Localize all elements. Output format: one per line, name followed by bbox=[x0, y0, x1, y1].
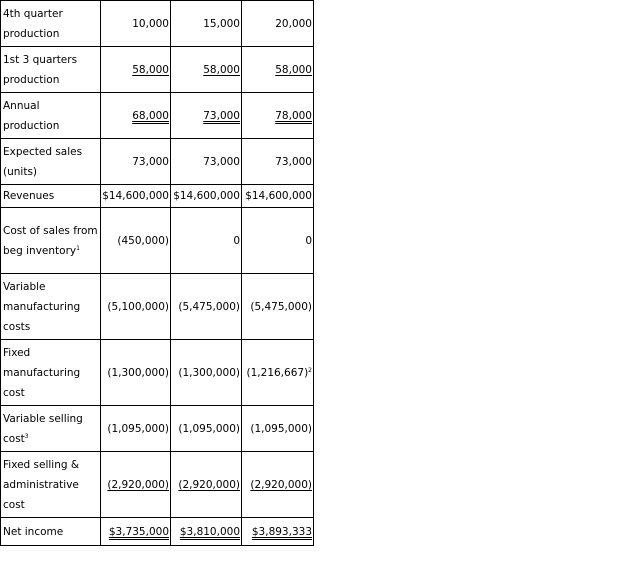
cell-value: (5,100,000) bbox=[107, 300, 169, 313]
cell-value: $3,735,000 bbox=[108, 525, 169, 538]
value-cell bbox=[101, 93, 171, 139]
value-cell bbox=[171, 406, 242, 452]
row-fixed-manufacturing-cost bbox=[1, 340, 314, 406]
row-label: Expected sales (units) bbox=[3, 145, 83, 178]
value-cell bbox=[101, 47, 171, 93]
row-net-income bbox=[1, 518, 314, 546]
row-label: Fixed selling & administrative cost bbox=[3, 458, 80, 511]
cell-value: 58,000 bbox=[132, 63, 169, 76]
value-cell bbox=[101, 185, 171, 208]
value-cell bbox=[101, 1, 171, 47]
cell-value: (1,095,000) bbox=[250, 422, 312, 435]
row-fixed-selling-admin-cost bbox=[1, 452, 314, 518]
cell-value: 73,000 bbox=[132, 155, 169, 168]
row-label-cell bbox=[1, 93, 101, 139]
footnote-marker: 1 bbox=[76, 244, 80, 252]
value-cell bbox=[171, 518, 242, 546]
cell-value: $14,600,000 bbox=[102, 190, 169, 202]
value-cell bbox=[101, 452, 171, 518]
value-cell bbox=[171, 185, 242, 208]
value-cell bbox=[171, 139, 242, 185]
cell-value: 20,000 bbox=[275, 17, 312, 30]
row-label: Annual production bbox=[3, 99, 60, 132]
cell-value: (1,095,000) bbox=[107, 422, 169, 435]
cell-value: (1,300,000) bbox=[178, 366, 240, 379]
cell-value: $3,810,000 bbox=[179, 525, 240, 538]
cell-value: 73,000 bbox=[275, 155, 312, 168]
row-label: Cost of sales from beg inventory bbox=[3, 224, 98, 257]
row-expected-sales bbox=[1, 139, 314, 185]
value-cell bbox=[242, 93, 314, 139]
row-annual-production bbox=[1, 93, 314, 139]
row-variable-selling-cost bbox=[1, 406, 314, 452]
row-label: Net income bbox=[3, 525, 64, 538]
value-cell bbox=[171, 1, 242, 47]
value-cell bbox=[242, 406, 314, 452]
cell-value: $14,600,000 bbox=[245, 190, 312, 202]
cell-value: 0 bbox=[233, 234, 240, 247]
row-label: Revenues bbox=[3, 190, 55, 202]
value-cell bbox=[101, 406, 171, 452]
row-4th-quarter-production bbox=[1, 1, 314, 47]
value-cell bbox=[242, 139, 314, 185]
row-label-cell bbox=[1, 47, 101, 93]
value-cell bbox=[171, 208, 242, 274]
value-cell bbox=[242, 185, 314, 208]
cell-value: 73,000 bbox=[203, 109, 240, 122]
cell-value: (2,920,000) bbox=[178, 478, 240, 491]
row-label: 1st 3 quarters production bbox=[3, 53, 78, 86]
row-1st-3-quarters-production bbox=[1, 47, 314, 93]
row-cost-of-sales-beg-inventory bbox=[1, 208, 314, 274]
value-cell bbox=[101, 340, 171, 406]
cell-value: $3,893,333 bbox=[251, 525, 312, 538]
value-cell bbox=[242, 452, 314, 518]
value-cell bbox=[101, 274, 171, 340]
value-cell bbox=[101, 518, 171, 546]
cell-value: (2,920,000) bbox=[107, 478, 169, 491]
cell-value: (5,475,000) bbox=[250, 300, 312, 313]
row-label-cell bbox=[1, 452, 101, 518]
value-cell bbox=[242, 1, 314, 47]
cell-value: 73,000 bbox=[203, 155, 240, 168]
row-label: Variable manufacturing costs bbox=[3, 280, 81, 333]
value-cell bbox=[242, 274, 314, 340]
value-cell bbox=[171, 340, 242, 406]
value-cell bbox=[242, 518, 314, 546]
value-cell bbox=[101, 208, 171, 274]
value-cell bbox=[101, 139, 171, 185]
cell-value: 10,000 bbox=[132, 17, 169, 30]
cell-value: $14,600,000 bbox=[173, 190, 240, 202]
row-label: Variable selling cost bbox=[3, 412, 83, 445]
row-label-cell bbox=[1, 208, 101, 274]
cell-value: (1,300,000) bbox=[107, 366, 169, 379]
value-cell bbox=[171, 93, 242, 139]
row-label: 4th quarter production bbox=[3, 7, 63, 40]
cell-value: 58,000 bbox=[275, 63, 312, 76]
cell-value: 78,000 bbox=[275, 109, 312, 122]
cell-value: (1,216,667) bbox=[246, 366, 309, 379]
value-cell bbox=[242, 47, 314, 93]
row-label-cell bbox=[1, 340, 101, 406]
row-revenues bbox=[1, 185, 314, 208]
cell-value: 15,000 bbox=[203, 17, 240, 30]
value-cell bbox=[171, 452, 242, 518]
row-label-cell bbox=[1, 139, 101, 185]
row-label-cell bbox=[1, 518, 101, 546]
cell-value: (1,095,000) bbox=[178, 422, 240, 435]
cell-value: (450,000) bbox=[117, 234, 169, 247]
cell-value: 68,000 bbox=[132, 109, 169, 122]
footnote-marker: 2 bbox=[308, 366, 312, 374]
value-cell bbox=[171, 274, 242, 340]
cell-value: (5,475,000) bbox=[178, 300, 240, 313]
footnote-marker: 3 bbox=[24, 432, 29, 440]
value-cell bbox=[171, 47, 242, 93]
cell-value: 0 bbox=[305, 234, 312, 247]
cell-value: (2,920,000) bbox=[250, 478, 312, 491]
row-label-cell bbox=[1, 1, 101, 47]
value-cell bbox=[242, 340, 314, 406]
production-income-table bbox=[0, 0, 314, 546]
row-label: Fixed manufacturing cost bbox=[3, 346, 81, 399]
row-label-cell bbox=[1, 406, 101, 452]
row-label-cell bbox=[1, 274, 101, 340]
cell-value: 58,000 bbox=[203, 63, 240, 76]
value-cell bbox=[242, 208, 314, 274]
row-label-cell bbox=[1, 185, 101, 208]
row-variable-manufacturing-costs bbox=[1, 274, 314, 340]
